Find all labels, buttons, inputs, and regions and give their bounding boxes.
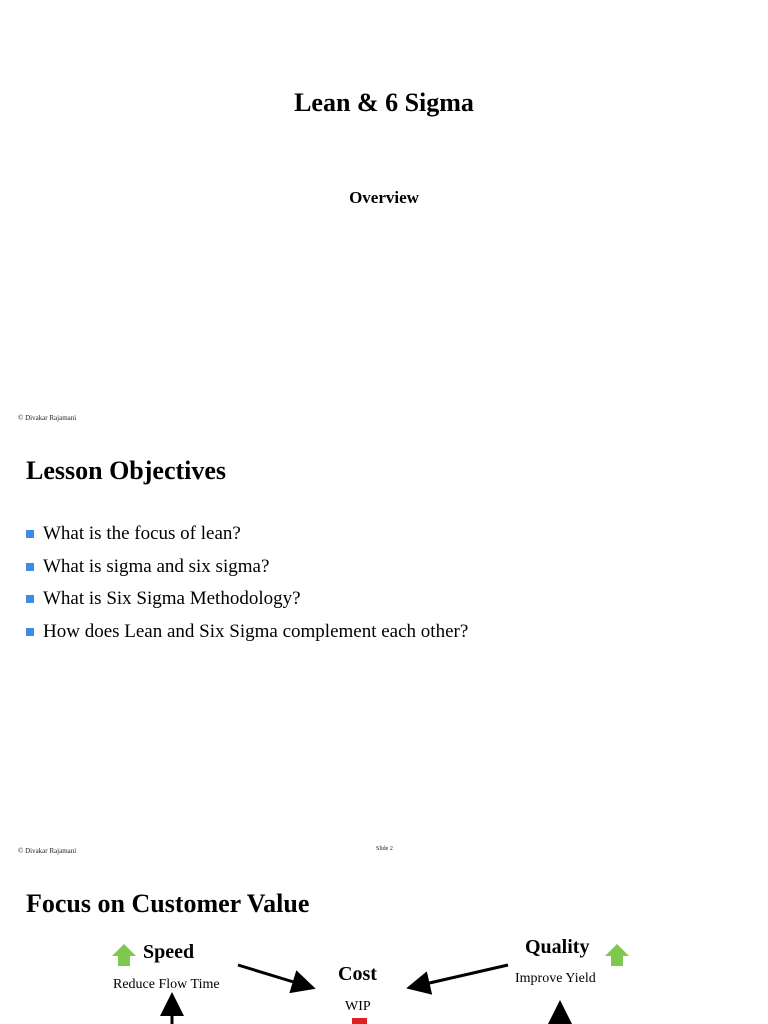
slide2-title: Lesson Objectives: [26, 456, 227, 485]
quality-to-cost-arrow: [412, 965, 508, 987]
list-item: What is the focus of lean?: [26, 518, 468, 551]
square-bullet-icon: [26, 530, 34, 538]
slide1-title: Lean & 6 Sigma: [294, 88, 474, 117]
slide1-subtitle: Overview: [349, 188, 419, 207]
list-item: What is sigma and six sigma?: [26, 551, 468, 584]
list-item: How does Lean and Six Sigma complement each other?: [26, 616, 468, 649]
slide3-title: Focus on Customer Value: [26, 889, 310, 918]
slide2-copyright: © Divakar Rajamani: [18, 847, 77, 855]
cost-label: Cost: [338, 963, 377, 985]
square-bullet-icon: [26, 595, 34, 603]
speed-up-arrow-icon: [112, 944, 136, 966]
quality-label: Quality: [525, 936, 590, 958]
quality-up-arrow-icon: [605, 944, 629, 966]
speed-to-cost-arrow: [238, 965, 310, 987]
quality-sub: Improve Yield: [515, 971, 596, 986]
square-bullet-icon: [26, 563, 34, 571]
cost-sub: WIP: [345, 999, 371, 1014]
list-item: What is Six Sigma Methodology?: [26, 583, 468, 616]
slide1-copyright: © Divakar Rajamani: [18, 414, 77, 422]
speed-sub: Reduce Flow Time: [113, 977, 220, 992]
cost-down-indicator-icon: [352, 1018, 367, 1024]
speed-label: Speed: [143, 941, 195, 963]
square-bullet-icon: [26, 628, 34, 636]
objectives-list: [26, 518, 468, 648]
slide-number: Slide 2: [376, 846, 393, 852]
